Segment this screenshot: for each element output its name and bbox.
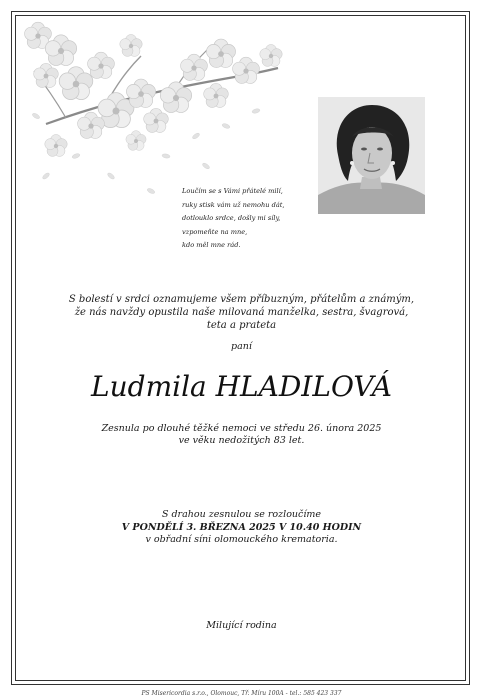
poem-line: kdo měl mne rád. (182, 241, 241, 250)
title-word: paní (231, 341, 252, 352)
cherry-blossom-icon (16, 16, 286, 206)
family-signature: Milující rodina (206, 620, 277, 631)
footer-imprint: PS Misericordia s.r.o., Olomouc, Tř. Míru 100A - tel.: 585 423 337 (141, 690, 342, 697)
portrait-photo (318, 97, 425, 214)
death-notice-line: Zesnula po dlouhé těžké nemoci ve středu 26. února 2025 (101, 423, 382, 434)
announcement-line: že nás navždy opustila naše milovaná manželka, sestra, švagrová, (74, 307, 409, 318)
portrait-icon (318, 97, 425, 214)
death-notice-line: ve věku nedožitých 83 let. (178, 435, 305, 446)
deceased-name: Ludmila HLADILOVÁ (91, 370, 392, 403)
death-notice (40, 423, 443, 447)
poem-line: ruky stisk vám už nemohu dát, (182, 200, 285, 209)
announcement (40, 293, 443, 332)
farewell-location: v obřadní síni olomouckého krematoria. (145, 534, 338, 545)
poem-line: dotlouklo srdce, došly mi síly, (182, 214, 281, 223)
poem-line: Loučím se s Vámi přátelé milí, (182, 187, 283, 195)
poem (182, 185, 322, 253)
announcement-line: teta a prateta (206, 320, 277, 331)
poem-line: vzpomeňte na mne, (182, 227, 248, 236)
announcement-line: S bolestí v srdci oznamujeme všem příbuzným, přátelům a známým, (68, 294, 415, 305)
farewell-intro: S drahou zesnulou se rozloučíme (161, 509, 322, 520)
farewell-datetime: V PONDĚLÍ 3. BŘEZNA 2025 V 10.40 HODIN (121, 521, 362, 533)
farewell-info (40, 509, 443, 547)
